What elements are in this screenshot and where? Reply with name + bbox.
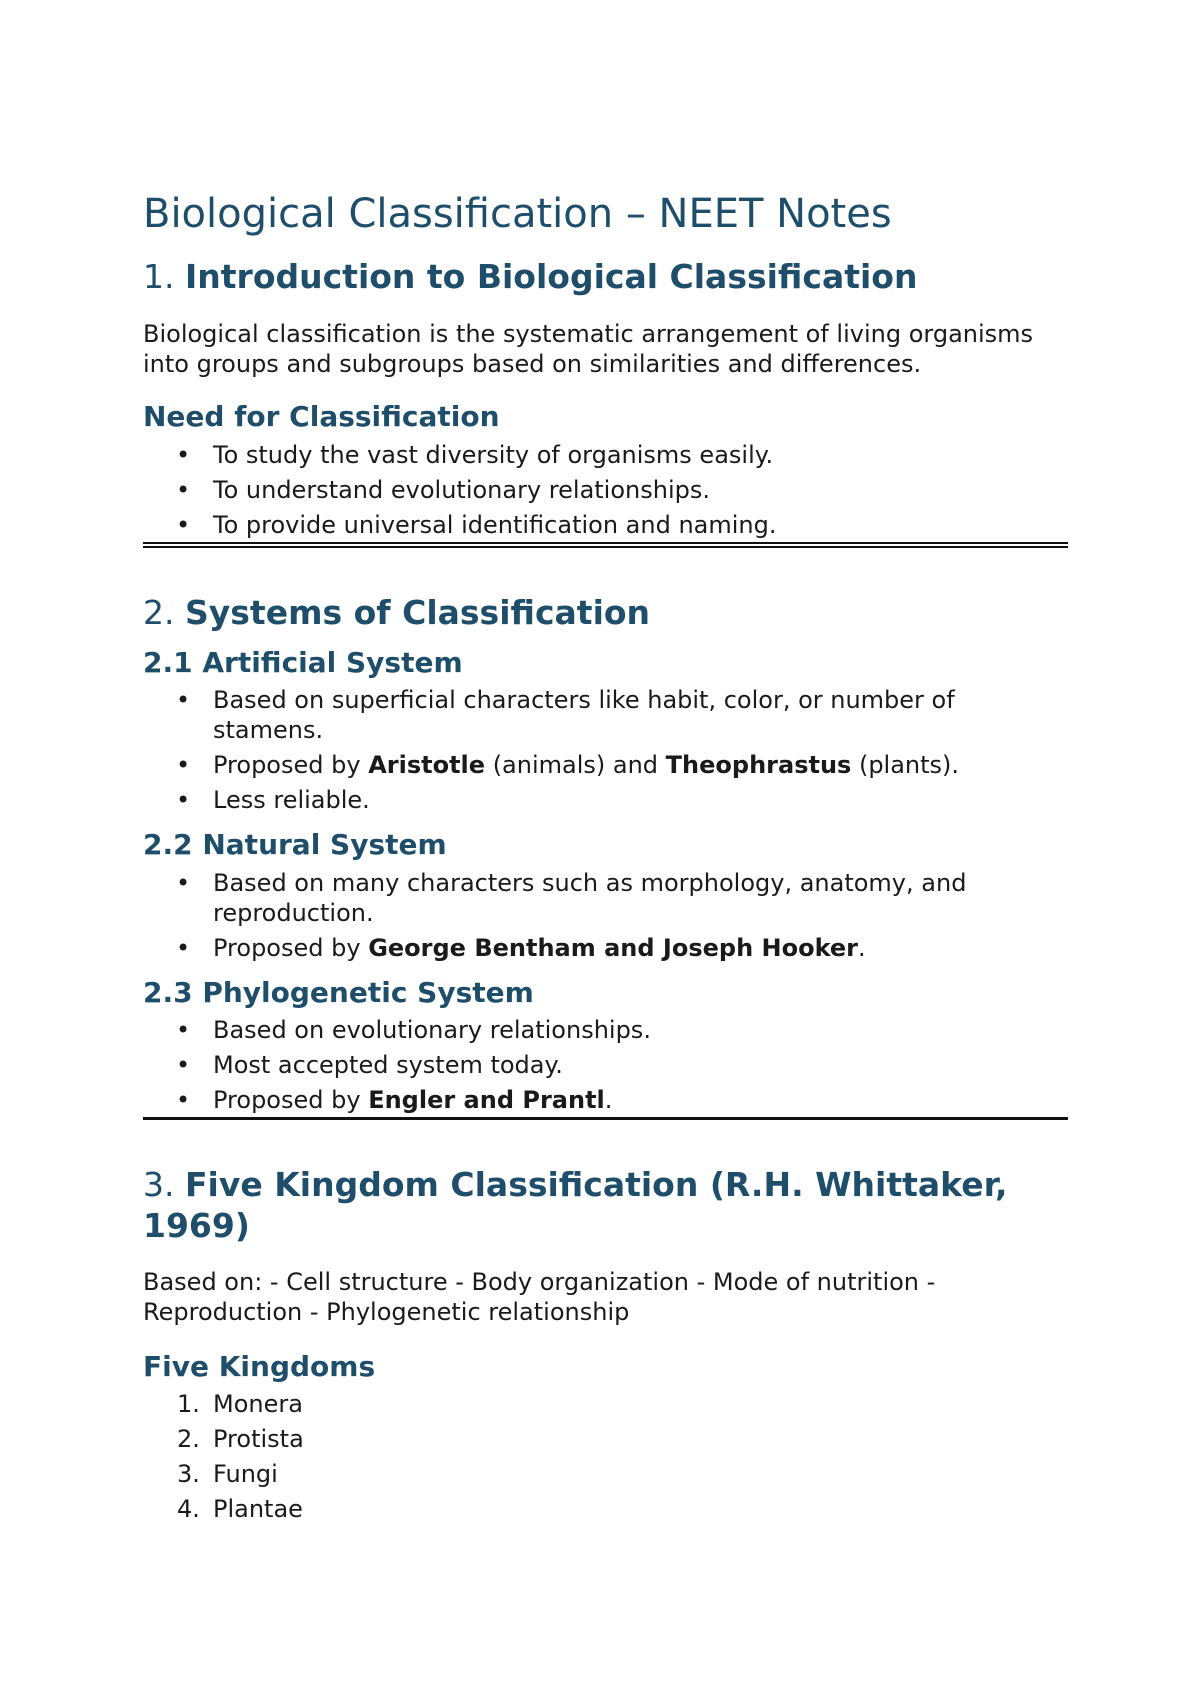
section-3-title: Five Kingdom Classification (R.H. Whittaker, 1969) — [143, 1165, 1008, 1246]
theophrastus-bold: Theophrastus — [665, 751, 852, 780]
list-item: • To provide universal identification and naming. — [176, 510, 777, 539]
bullet-icon: • — [176, 1016, 191, 1045]
list-number: 2. — [177, 1424, 200, 1453]
five-kingdoms-heading: Five Kingdoms — [143, 1349, 376, 1383]
list-number: 3. — [177, 1459, 200, 1488]
phylogenetic-system-heading: 2.3 Phylogenetic System — [143, 975, 534, 1009]
five-kingdoms-list — [143, 1389, 1068, 1524]
list-item: 4. Plantae — [177, 1494, 303, 1523]
list-number: 1. — [177, 1389, 200, 1418]
list-item: • Proposed by Aristotle (animals) and Theophrastus (plants). — [176, 751, 960, 780]
list-item: • To study the vast diversity of organisms easily. — [176, 440, 774, 469]
list-item: • Based on many characters such as morphology, anatomy, and reproduction. — [176, 868, 967, 927]
section-2-number: 2. — [143, 592, 175, 632]
list-item: • Less reliable. — [176, 786, 370, 815]
section-1-number: 1. — [143, 257, 175, 296]
bullet-icon: • — [176, 751, 191, 780]
natural-system-heading: 2.2 Natural System — [143, 828, 447, 862]
list-item: 2. Protista — [177, 1424, 304, 1453]
need-for-classification-heading: Need for Classification — [143, 400, 500, 434]
section-1-intro: Biological classification is the systematic arrangement of living organisms into groups and subgroups based on similarities and differences. — [143, 320, 1034, 379]
section-2-heading — [143, 592, 1068, 633]
section-3-based-on: Based on: - Cell structure - Body organization - Mode of nutrition - Reproduction - Phylogenetic relationship — [143, 1267, 936, 1326]
list-item: • Proposed by Engler and Prantl. — [176, 1086, 613, 1115]
phylogenetic-system-list — [143, 1015, 1068, 1115]
section-divider — [143, 542, 1068, 548]
bullet-icon: • — [176, 868, 191, 897]
engler-prantl-bold: Engler and Prantl — [368, 1086, 605, 1115]
bullet-icon: • — [176, 1086, 191, 1115]
section-3-heading — [143, 1164, 1023, 1247]
list-item: • Based on evolutionary relationships. — [176, 1016, 651, 1045]
natural-system-list — [143, 868, 1068, 963]
bullet-icon: • — [176, 786, 191, 815]
bullet-icon: • — [176, 1051, 191, 1080]
document-page — [143, 190, 1068, 1529]
section-3-number: 3. — [143, 1165, 175, 1205]
bentham-hooker-bold: George Bentham and Joseph Hooker — [368, 933, 858, 962]
section-1-title: Introduction to Biological Classification — [185, 257, 918, 296]
list-item: • To understand evolutionary relationships. — [176, 475, 710, 504]
artificial-system-heading: 2.1 Artificial System — [143, 645, 463, 679]
aristotle-bold: Aristotle — [368, 751, 486, 780]
artificial-system-list — [143, 685, 1068, 815]
bullet-icon: • — [176, 510, 191, 539]
list-item: 1. Monera — [177, 1389, 303, 1418]
page-title: Biological Classification – NEET Notes — [143, 191, 892, 237]
list-number: 4. — [177, 1494, 200, 1523]
list-item: • Proposed by George Bentham and Joseph Hooker. — [176, 933, 866, 962]
bullet-icon: • — [176, 933, 191, 962]
bullet-icon: • — [176, 686, 191, 715]
section-1-heading — [143, 256, 1068, 297]
section-divider — [143, 1117, 1068, 1120]
list-item: 3. Fungi — [177, 1459, 278, 1488]
need-list — [143, 440, 1068, 540]
bullet-icon: • — [176, 440, 191, 469]
list-item: • Based on superficial characters like habit, color, or number of stamens. — [176, 686, 955, 745]
section-2-title: Systems of Classification — [185, 592, 651, 632]
list-item: • Most accepted system today. — [176, 1051, 563, 1080]
bullet-icon: • — [176, 475, 191, 504]
